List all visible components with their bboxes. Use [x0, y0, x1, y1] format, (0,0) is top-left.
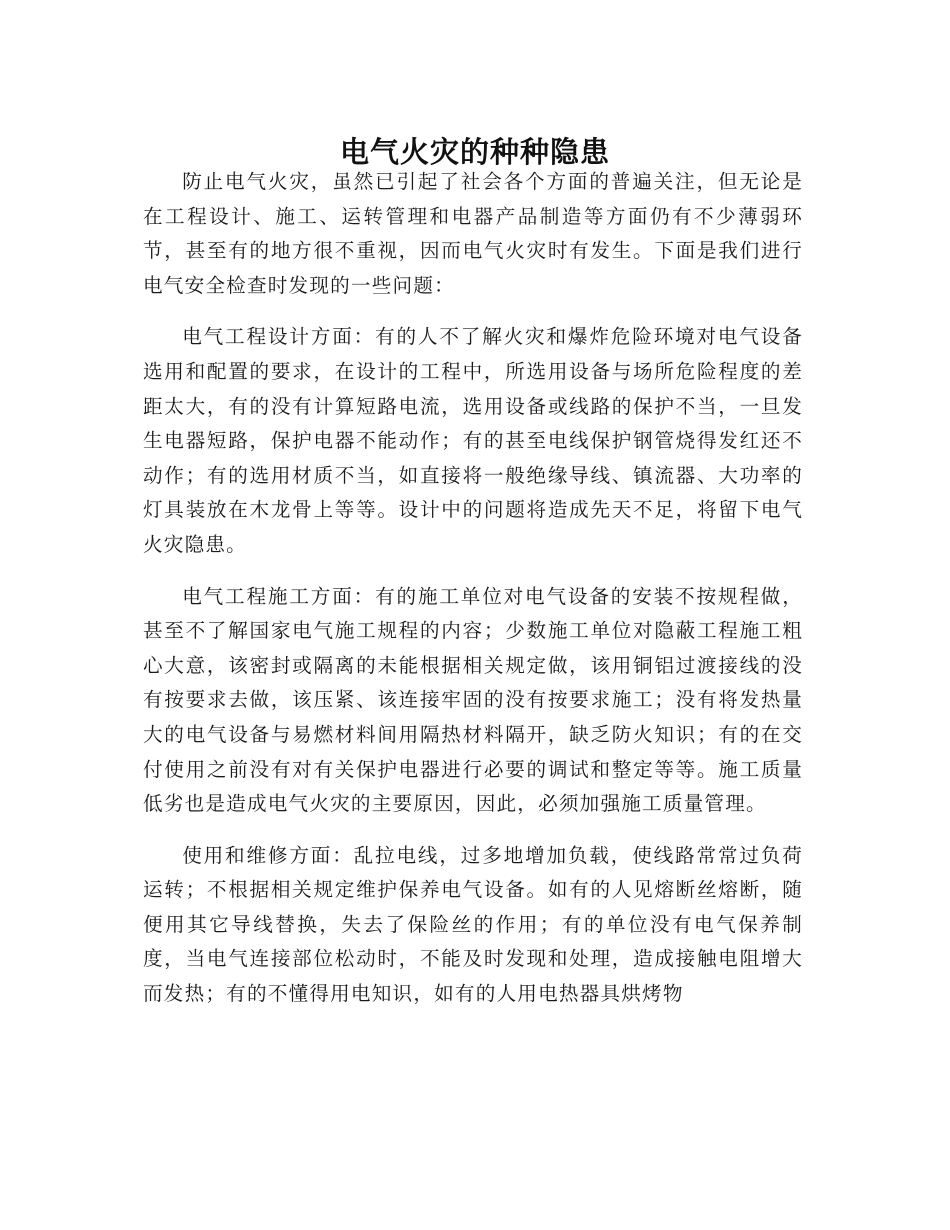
document-title: 电气火灾的种种隐患 — [339, 135, 610, 170]
document-body — [143, 165, 803, 1029]
maintenance-paragraph: 使用和维修方面：乱拉电线，过多地增加负载，使线路常常过负荷运转；不根据相关规定维护保养电气设备。如有的人见熔断丝熔断，随便用其它导线替换，失去了保险丝的作用；有的单位没有电气保养制度，当电气连接部位松动时，不能及时发现和处理，造成接触电阻增大而发热；有的不懂得用电知识，如有的人用电热器具烘烤物 — [143, 843, 803, 1006]
intro-paragraph: 防止电气火灾，虽然已引起了社会各个方面的普遍关注，但无论是在工程设计、施工、运转管理和电器产品制造等方面仍有不少薄弱环节，甚至有的地方很不重视，因而电气火灾时有发生。下面是我们进行电气安全检查时发现的一些问题： — [143, 170, 803, 297]
construction-paragraph: 电气工程施工方面：有的施工单位对电气设备的安装不按规程做，甚至不了解国家电气施工规程的内容；少数施工单位对隐蔽工程施工粗心大意，该密封或隔离的未能根据相关规定做，该用铜铝过渡接线的没有按要求去做，该压紧、该连接牢固的没有按要求施工；没有将发热量大的电气设备与易燃材料间用隔热材料隔开，缺乏防火知识；有的在交付使用之前没有对有关保护电器进行必要的调试和整定等等。施工质量低劣也是造成电气火灾的主要原因，因此，必须加强施工质量管理。 — [143, 584, 803, 816]
design-paragraph: 电气工程设计方面：有的人不了解火灾和爆炸危险环境对电气设备选用和配置的要求，在设计的工程中，所选用设备与场所危险程度的差距太大，有的没有计算短路电流，选用设备或线路的保护不当，一旦发生电器短路，保护电器不能动作；有的甚至电线保护钢管烧得发红还不动作；有的选用材质不当，如直接将一般绝缘导线、镇流器、大功率的灯具装放在木龙骨上等等。设计中的问题将造成先天不足，将留下电气火灾隐患。 — [143, 325, 803, 556]
